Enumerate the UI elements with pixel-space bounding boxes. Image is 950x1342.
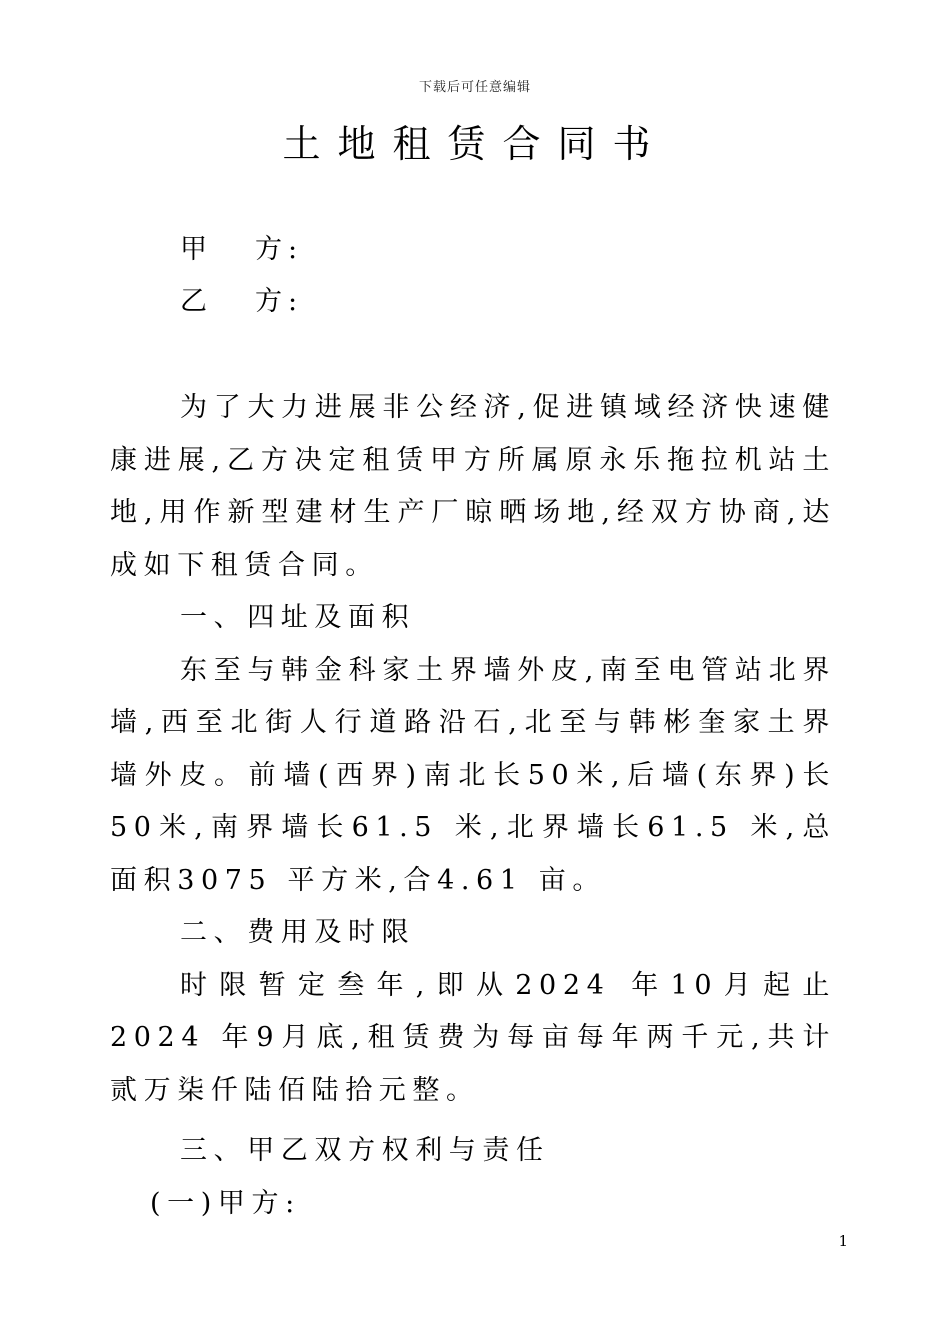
section-1-body: 东至与韩金科家土界墙外皮,南至电管站北界墙,西至北街人行道路沿石,北至与韩彬奎家土界墙外皮。前墙(西界)南北长50米,后墙(东界)长50米,南界墙长61.5 米,北界墙长61.5 米,总面积3075 平方米,合4.61 亩。 bbox=[110, 654, 836, 896]
section-2-body: 时限暂定叁年,即从2024 年10月起止2024 年9月底,租赁费为每亩每年两千元,共计贰万柒仟陆佰陆拾元整。 bbox=[110, 969, 836, 1106]
section-3-sub-1: (一)甲方: bbox=[150, 1187, 301, 1219]
document-title: 土地租赁合同书 bbox=[282, 122, 668, 166]
party-b-suffix: 方: bbox=[255, 286, 304, 317]
party-b-line bbox=[180, 282, 303, 322]
section-1-heading: 一、四址及面积 bbox=[180, 602, 416, 633]
contract-body bbox=[110, 382, 836, 1230]
header-note: 下载后可任意编辑 bbox=[418, 80, 531, 95]
party-b-label: 乙 bbox=[180, 286, 213, 317]
party-a-line bbox=[180, 230, 303, 270]
section-2-heading: 二、费用及时限 bbox=[180, 917, 416, 948]
page-number: 1 bbox=[838, 1232, 848, 1250]
intro-paragraph: 为了大力进展非公经济,促进镇域经济快速健康进展,乙方决定租赁甲方所属原永乐拖拉机站土地,用作新型建材生产厂晾晒场地,经双方协商,达成如下租赁合同。 bbox=[110, 392, 836, 581]
party-a-suffix: 方: bbox=[255, 234, 304, 265]
spacer bbox=[110, 1117, 836, 1125]
section-3-heading: 三、甲乙双方权利与责任 bbox=[180, 1135, 550, 1166]
party-a-label: 甲 bbox=[180, 234, 213, 265]
